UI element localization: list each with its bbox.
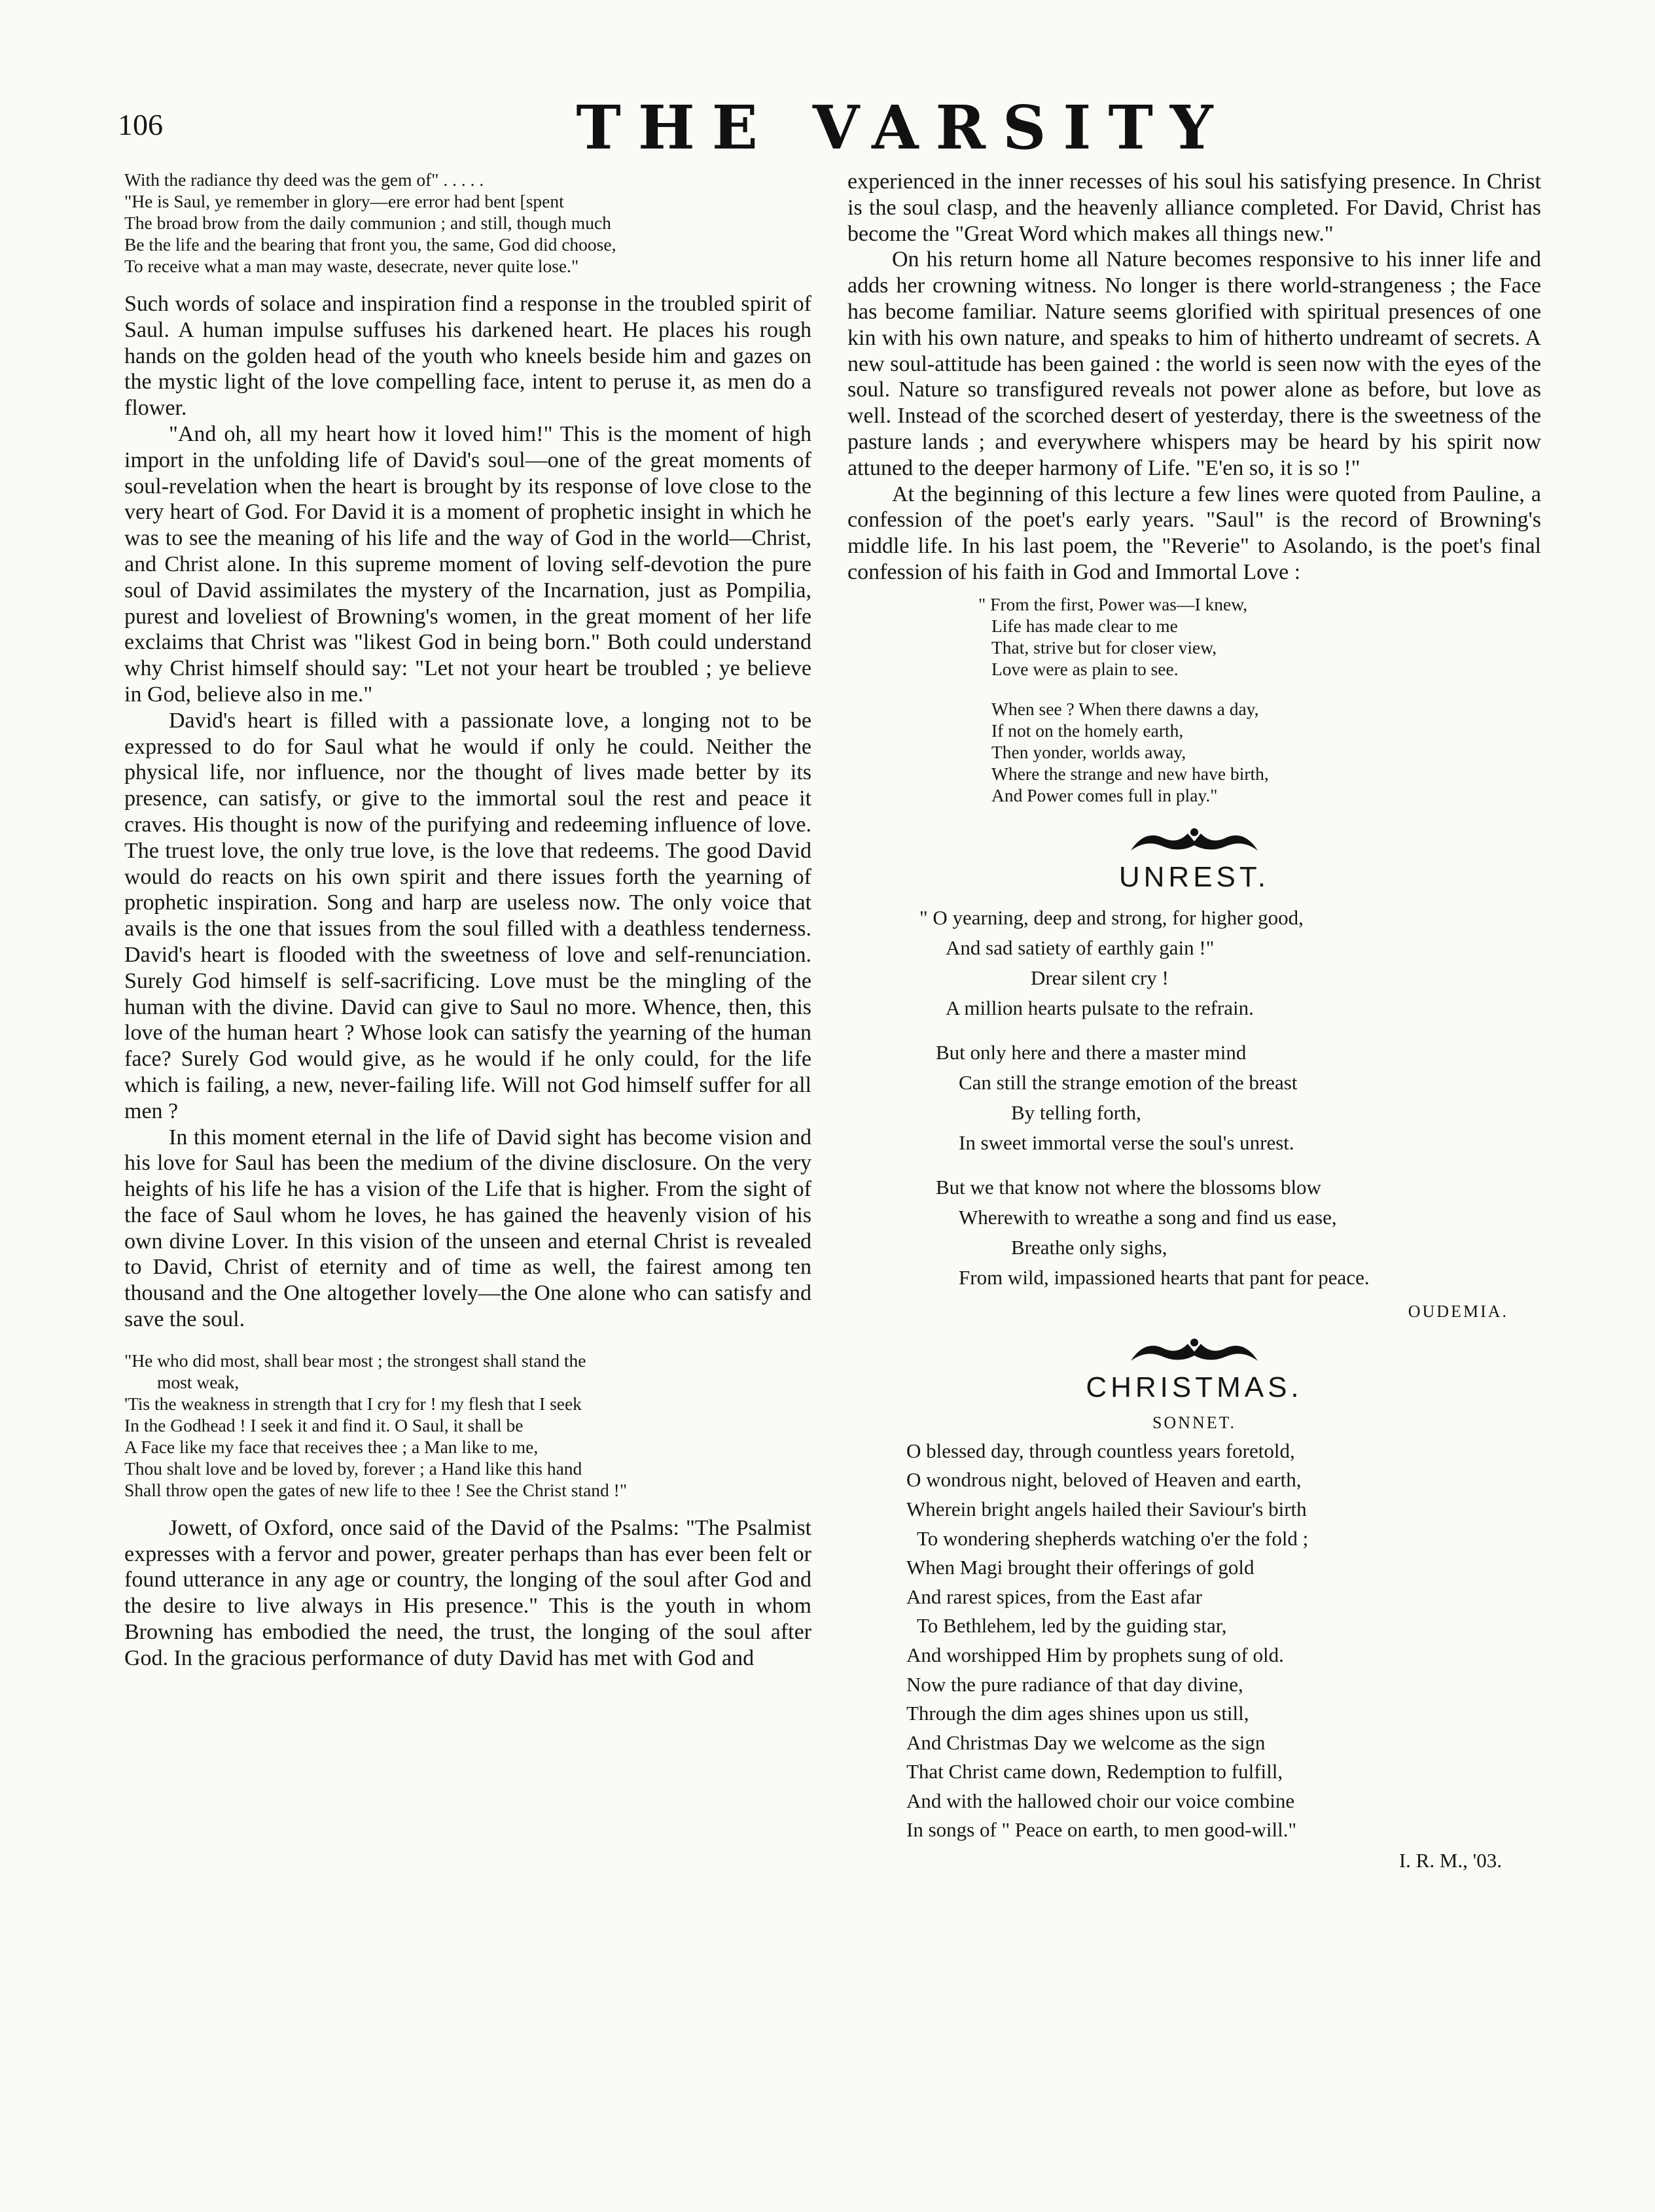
quote-line: Life has made clear to me — [991, 615, 1178, 636]
quote-line: Shall throw open the gates of new life to thee ! See the Christ stand !" — [124, 1479, 628, 1500]
poem-line: When Magi brought their offerings of gold — [906, 1556, 1255, 1579]
article-body-2 — [124, 1515, 811, 1672]
ornament-divider — [847, 1335, 1541, 1369]
poem-line: In sweet immortal verse the soul's unrest. — [959, 1131, 1294, 1154]
quote-stanza — [978, 593, 1541, 680]
poem-line: Wherein bright angels hailed their Saviour's birth — [906, 1497, 1307, 1520]
poem-line: But only here and there a master mind — [936, 1040, 1247, 1064]
poem-line: By telling forth, — [1011, 1100, 1141, 1124]
paragraph: On his return home all Nature becomes responsive to his inner life and adds her crowning witness. No longer is there world-strangeness ; the Face has become familiar. Nature seems glorified with spiritual presences of one kin with his own nature, and speaks to him of hitherto undreamt of secrets. A new soul-attitude has been gained : the world is seen now with the eyes of the soul. Nature so transfigured reveals not power alone as before, but love as well. Instead of the scorched desert of yesterday, there is the sweetness of the pasture lands ; and everywhere whispers may be heard by his spirit now attuned to the deeper harmony of Life. "E'en so, it is so !" — [847, 247, 1541, 480]
poem-author-oudemia: OUDEMIA. — [1408, 1301, 1508, 1321]
poem-unrest — [847, 903, 1541, 1293]
left-column — [124, 169, 811, 1672]
paragraph: In this moment eternal in the life of David sight has become vision and his love for Saul has been the medium of the divine disclosure. On the very heights of his life he has a vision of the Life that is higher. From the sight of the face of Saul whom he loves, he has gained the heavenly vision of his own divine Lover. In this vision of the unseen and eternal Christ is revealed to David, Christ of eternity and of time as well, the fairest among ten thousand and the One altogether lovely—the One alone who can satisfy and save the soul. — [124, 1125, 811, 1332]
poem-title-unrest: UNREST. — [1118, 860, 1270, 893]
right-column — [847, 169, 1541, 1872]
quote-line: Be the life and the bearing that front you, the same, God did choose, — [124, 234, 616, 255]
quote-line: Love were as plain to see. — [991, 658, 1179, 679]
paragraph: Jowett, of Oxford, once said of the David of the Psalms: "The Psalmist expresses with a fervor and power, greater perhaps than has ever been felt or found utterance in any age or country, the longing of the soul after God and the desire to live always in His presence." This is the youth in whom Browning has embodied the need, the trust, the longing of the soul after God. In the gracious performance of duty David has met with God and — [124, 1515, 811, 1670]
page-number: 106 — [118, 108, 163, 141]
paragraph: David's heart is filled with a passionate love, a longing not to be expressed to do for Saul what he would if only he could. Neither the physical life, nor influence, nor the thought of lives made better by its presence, can satisfy, or give to the immortal soul the rest and peace it craves. His thought is now of the purifying and redeeming influence of love. The truest love, the only true love, is the love that redeems. The good David would do reacts on his own spirit and there issues forth the yearning of prophetic inspiration. Song and harp are useless now. The only voice that avails is the one that issues from the soul filled with a deathless tenderness. David's heart is flooded with the sweetness of love and self-renunciation. Surely God himself is self-sacrificing. Love must be the mingling of the human with the divine. David can give to Saul no more. Whence, then, this love of the human heart ? Whose look can satisfy the yearning of the human face? Surely God would give, as he would if he only could, for the life which is failing, a new, never-failing life. Will not God himself suffer for all men ? — [124, 708, 811, 1123]
poem-line: From wild, impassioned hearts that pant for peace. — [959, 1265, 1370, 1289]
poem-title-christmas: CHRISTMAS. — [1086, 1371, 1303, 1403]
quote-line: Where the strange and new have birth, — [991, 763, 1269, 784]
poem-line: That Christ came down, Redemption to fulfill, — [906, 1760, 1283, 1783]
quote-line: Thou shalt love and be loved by, forever ; a Hand like this hand — [124, 1458, 582, 1479]
ornament-divider — [847, 824, 1541, 858]
quote-line: And Power comes full in play." — [991, 784, 1218, 805]
paragraph: At the beginning of this lecture a few lines were quoted from Pauline, a confession of the poet's early years. "Saul" is the record of Browning's middle life. In his last poem, the "Reverie" to Asolando, is the poet's final confession of his faith in God and Immortal Love : — [847, 482, 1541, 584]
poem-line: Can still the strange emotion of the breast — [959, 1070, 1298, 1094]
quote-line: A Face like my face that receives thee ; a Man like to me, — [124, 1436, 539, 1457]
poem-author-irm: I. R. M., '03. — [1398, 1849, 1502, 1872]
poem-line: O blessed day, through countless years foretold, — [906, 1439, 1295, 1462]
quote-line: To receive what a man may waste, desecrate, never quite lose." — [124, 256, 579, 276]
quote-line: "He is Saul, ye remember in glory—ere error had bent [spent — [124, 191, 564, 211]
quote-line: " From the first, Power was—I knew, — [978, 593, 1248, 614]
poem-line: And rarest spices, from the East afar — [906, 1585, 1202, 1608]
poem-line: To Bethlehem, led by the guiding star, — [917, 1614, 1227, 1638]
quote-line: The broad brow from the daily communion ; and still, though much — [124, 213, 611, 233]
masthead-title: THE VARSITY — [576, 92, 1230, 163]
poem-line: And with the hallowed choir our voice combine — [906, 1789, 1295, 1812]
quote-line: That, strive but for closer view, — [991, 637, 1217, 658]
poem-line: But we that know not where the blossoms blow — [936, 1175, 1321, 1199]
poem-line: Wherewith to wreathe a song and find us ease, — [959, 1205, 1337, 1229]
poem-stanza — [847, 903, 1541, 1023]
article-body-1 — [124, 291, 811, 1333]
quote-line: If not on the homely earth, — [991, 720, 1184, 741]
poem-subtitle: SONNET. — [1152, 1413, 1237, 1432]
poem-line: Now the pure radiance of that day divine, — [906, 1672, 1243, 1696]
poem-line: And sad satiety of earthly gain !" — [946, 936, 1215, 959]
poem-stanza — [847, 1172, 1541, 1293]
poem-line: Breathe only sighs, — [1011, 1235, 1167, 1259]
paragraph: experienced in the inner recesses of his soul his satisfying presence. In Christ is the soul clasp, and the heavenly alliance completed. For David, Christ has become the "Great Word which makes all things new." — [847, 169, 1541, 246]
poem-stanza — [847, 1038, 1541, 1158]
paragraph: Such words of solace and inspiration find a response in the troubled spirit of Saul. A human impulse suffuses his darkened heart. He places his rough hands on the golden head of the youth who kneels beside him and gazes on the mystic light of the love compelling face, intent to peruse it, as men do a flower. — [124, 292, 811, 421]
poem-line: Through the dim ages shines upon us still, — [906, 1702, 1249, 1725]
poem-line: And Christmas Day we welcome as the sign — [906, 1730, 1266, 1754]
page-header — [111, 92, 1551, 163]
poem-line: O wondrous night, beloved of Heaven and earth, — [906, 1468, 1302, 1492]
quote-line: most weak, — [157, 1371, 240, 1392]
poem-line: To wondering shepherds watching o'er the fold ; — [917, 1526, 1309, 1550]
poem-christmas — [847, 1437, 1541, 1845]
article-body-3 — [847, 169, 1541, 586]
quote-stanza — [978, 698, 1541, 806]
saul-quote-1 — [124, 169, 811, 277]
quote-line: With the radiance thy deed was the gem of" . . . . . — [124, 169, 484, 190]
quote-line: 'Tis the weakness in strength that I cry for ! my flesh that I seek — [124, 1393, 582, 1414]
poem-line: " O yearning, deep and strong, for higher good, — [919, 905, 1304, 929]
quote-line: When see ? When there dawns a day, — [991, 698, 1259, 719]
quote-line: Then yonder, worlds away, — [991, 741, 1186, 762]
paragraph: "And oh, all my heart how it loved him!" This is the moment of high import in the unfolding life of David's soul—one of the great moments of soul-revelation when the heart is brought by its response of love close to the very heart of God. For David it is a moment of prophetic insight in which he was to see the meaning of his life and the way of God in the world—Christ, and Christ alone. In this supreme moment of loving self-devotion the pure soul of David assimilates the mystery of the Incarnation, just as Pompilia, purest and loveliest of Browning's women, in the great moment of her life exclaims that Christ was "likest God in being born." Both could understand why Christ himself should say: "Let not your heart be troubled ; ye believe in God, believe also in me." — [124, 421, 811, 707]
quote-line: "He who did most, shall bear most ; the strongest shall stand the — [124, 1350, 586, 1371]
poem-line: A million hearts pulsate to the refrain. — [946, 996, 1254, 1019]
reverie-quote — [847, 593, 1541, 806]
saul-quote-2 — [124, 1350, 811, 1501]
poem-line: And worshipped Him by prophets sung of old. — [906, 1643, 1284, 1666]
poem-line: Drear silent cry ! — [1031, 966, 1169, 989]
quote-line: In the Godhead ! I seek it and find it. O Saul, it shall be — [124, 1414, 524, 1435]
poem-line: In songs of " Peace on earth, to men good-will." — [906, 1818, 1297, 1842]
